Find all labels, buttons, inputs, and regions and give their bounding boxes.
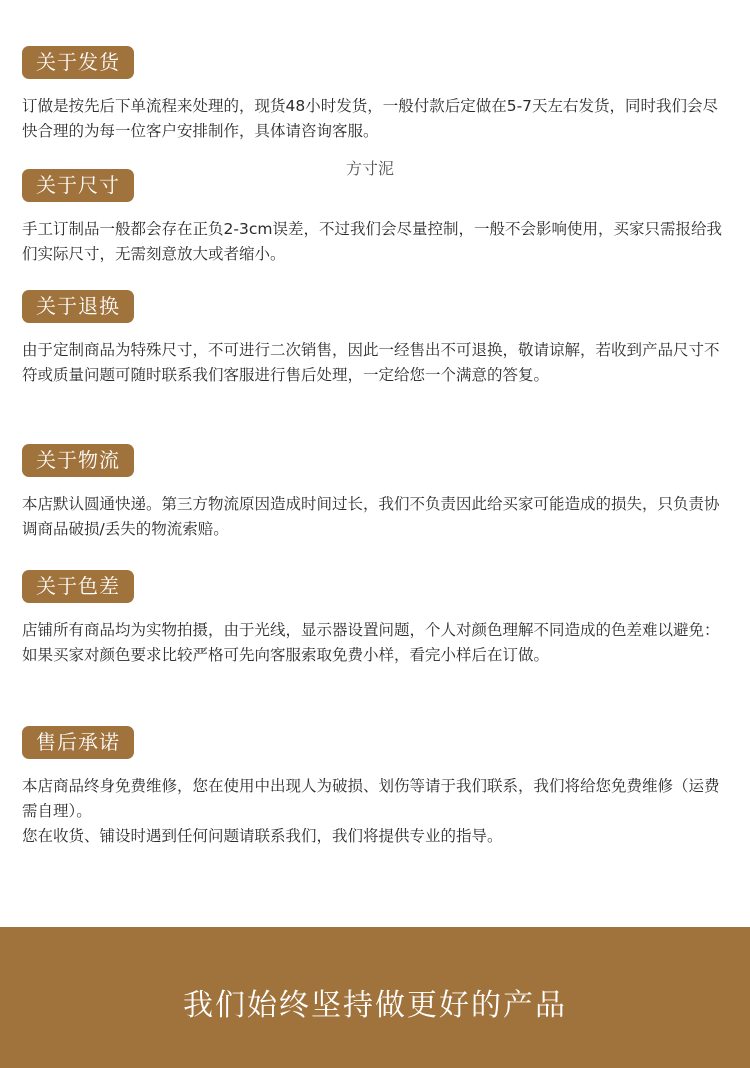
section-text	[22, 217, 730, 267]
section-title: 关于色差	[22, 570, 134, 603]
paragraph: 店铺所有商品均为实物拍摄，由于光线，显示器设置问题，个人对颜色理解不同造成的色差难以避免：如果买家对颜色要求比较严格可先向客服索取免费小样，看完小样后在订做。	[22, 621, 720, 664]
section-text	[22, 338, 730, 388]
section-shipping	[22, 46, 730, 144]
section-color-difference	[22, 570, 730, 668]
section-text	[22, 492, 730, 542]
paragraph: 本店商品终身免费维修，您在使用中出现人为破损、划伤等请于我们联系，我们将给您免费维修（运费需自理）。	[22, 777, 720, 820]
section-text	[22, 774, 730, 849]
section-text	[22, 94, 730, 144]
section-logistics	[22, 444, 730, 542]
section-title: 关于发货	[22, 46, 134, 79]
section-title: 关于尺寸	[22, 169, 134, 202]
paragraph: 由于定制商品为特殊尺寸，不可进行二次销售，因此一经售出不可退换，敬请谅解，若收到产品尺寸不符或质量问题可随时联系我们客服进行售后处理，一定给您一个满意的答复。	[22, 341, 720, 384]
section-title: 关于退换	[22, 290, 134, 323]
paragraph: 订做是按先后下单流程来处理的，现货48小时发货，一般付款后定做在5-7天左右发货，同时我们会尽快合理的为每一位客户安排制作，具体请咨询客服。	[22, 97, 719, 140]
section-title: 关于物流	[22, 444, 134, 477]
footer-slogan: 我们始终坚持做更好的产品	[183, 988, 567, 1023]
paragraph: 本店默认圆通快递。第三方物流原因造成时间过长，我们不负责因此给买家可能造成的损失，只负责协调商品破损/丢失的物流索赔。	[22, 495, 720, 538]
watermark-text: 方寸泥	[346, 159, 395, 178]
paragraph: 您在收货、铺设时遇到任何问题请联系我们，我们将提供专业的指导。	[22, 827, 503, 845]
section-returns	[22, 290, 730, 388]
section-after-sales	[22, 726, 730, 849]
section-text	[22, 618, 730, 668]
section-size	[22, 169, 730, 267]
paragraph: 手工订制品一般都会存在正负2-3cm误差，不过我们会尽量控制，一般不会影响使用，买家只需报给我们实际尺寸，无需刻意放大或者缩小。	[22, 220, 722, 263]
footer-banner	[0, 927, 750, 1068]
section-title: 售后承诺	[22, 726, 134, 759]
